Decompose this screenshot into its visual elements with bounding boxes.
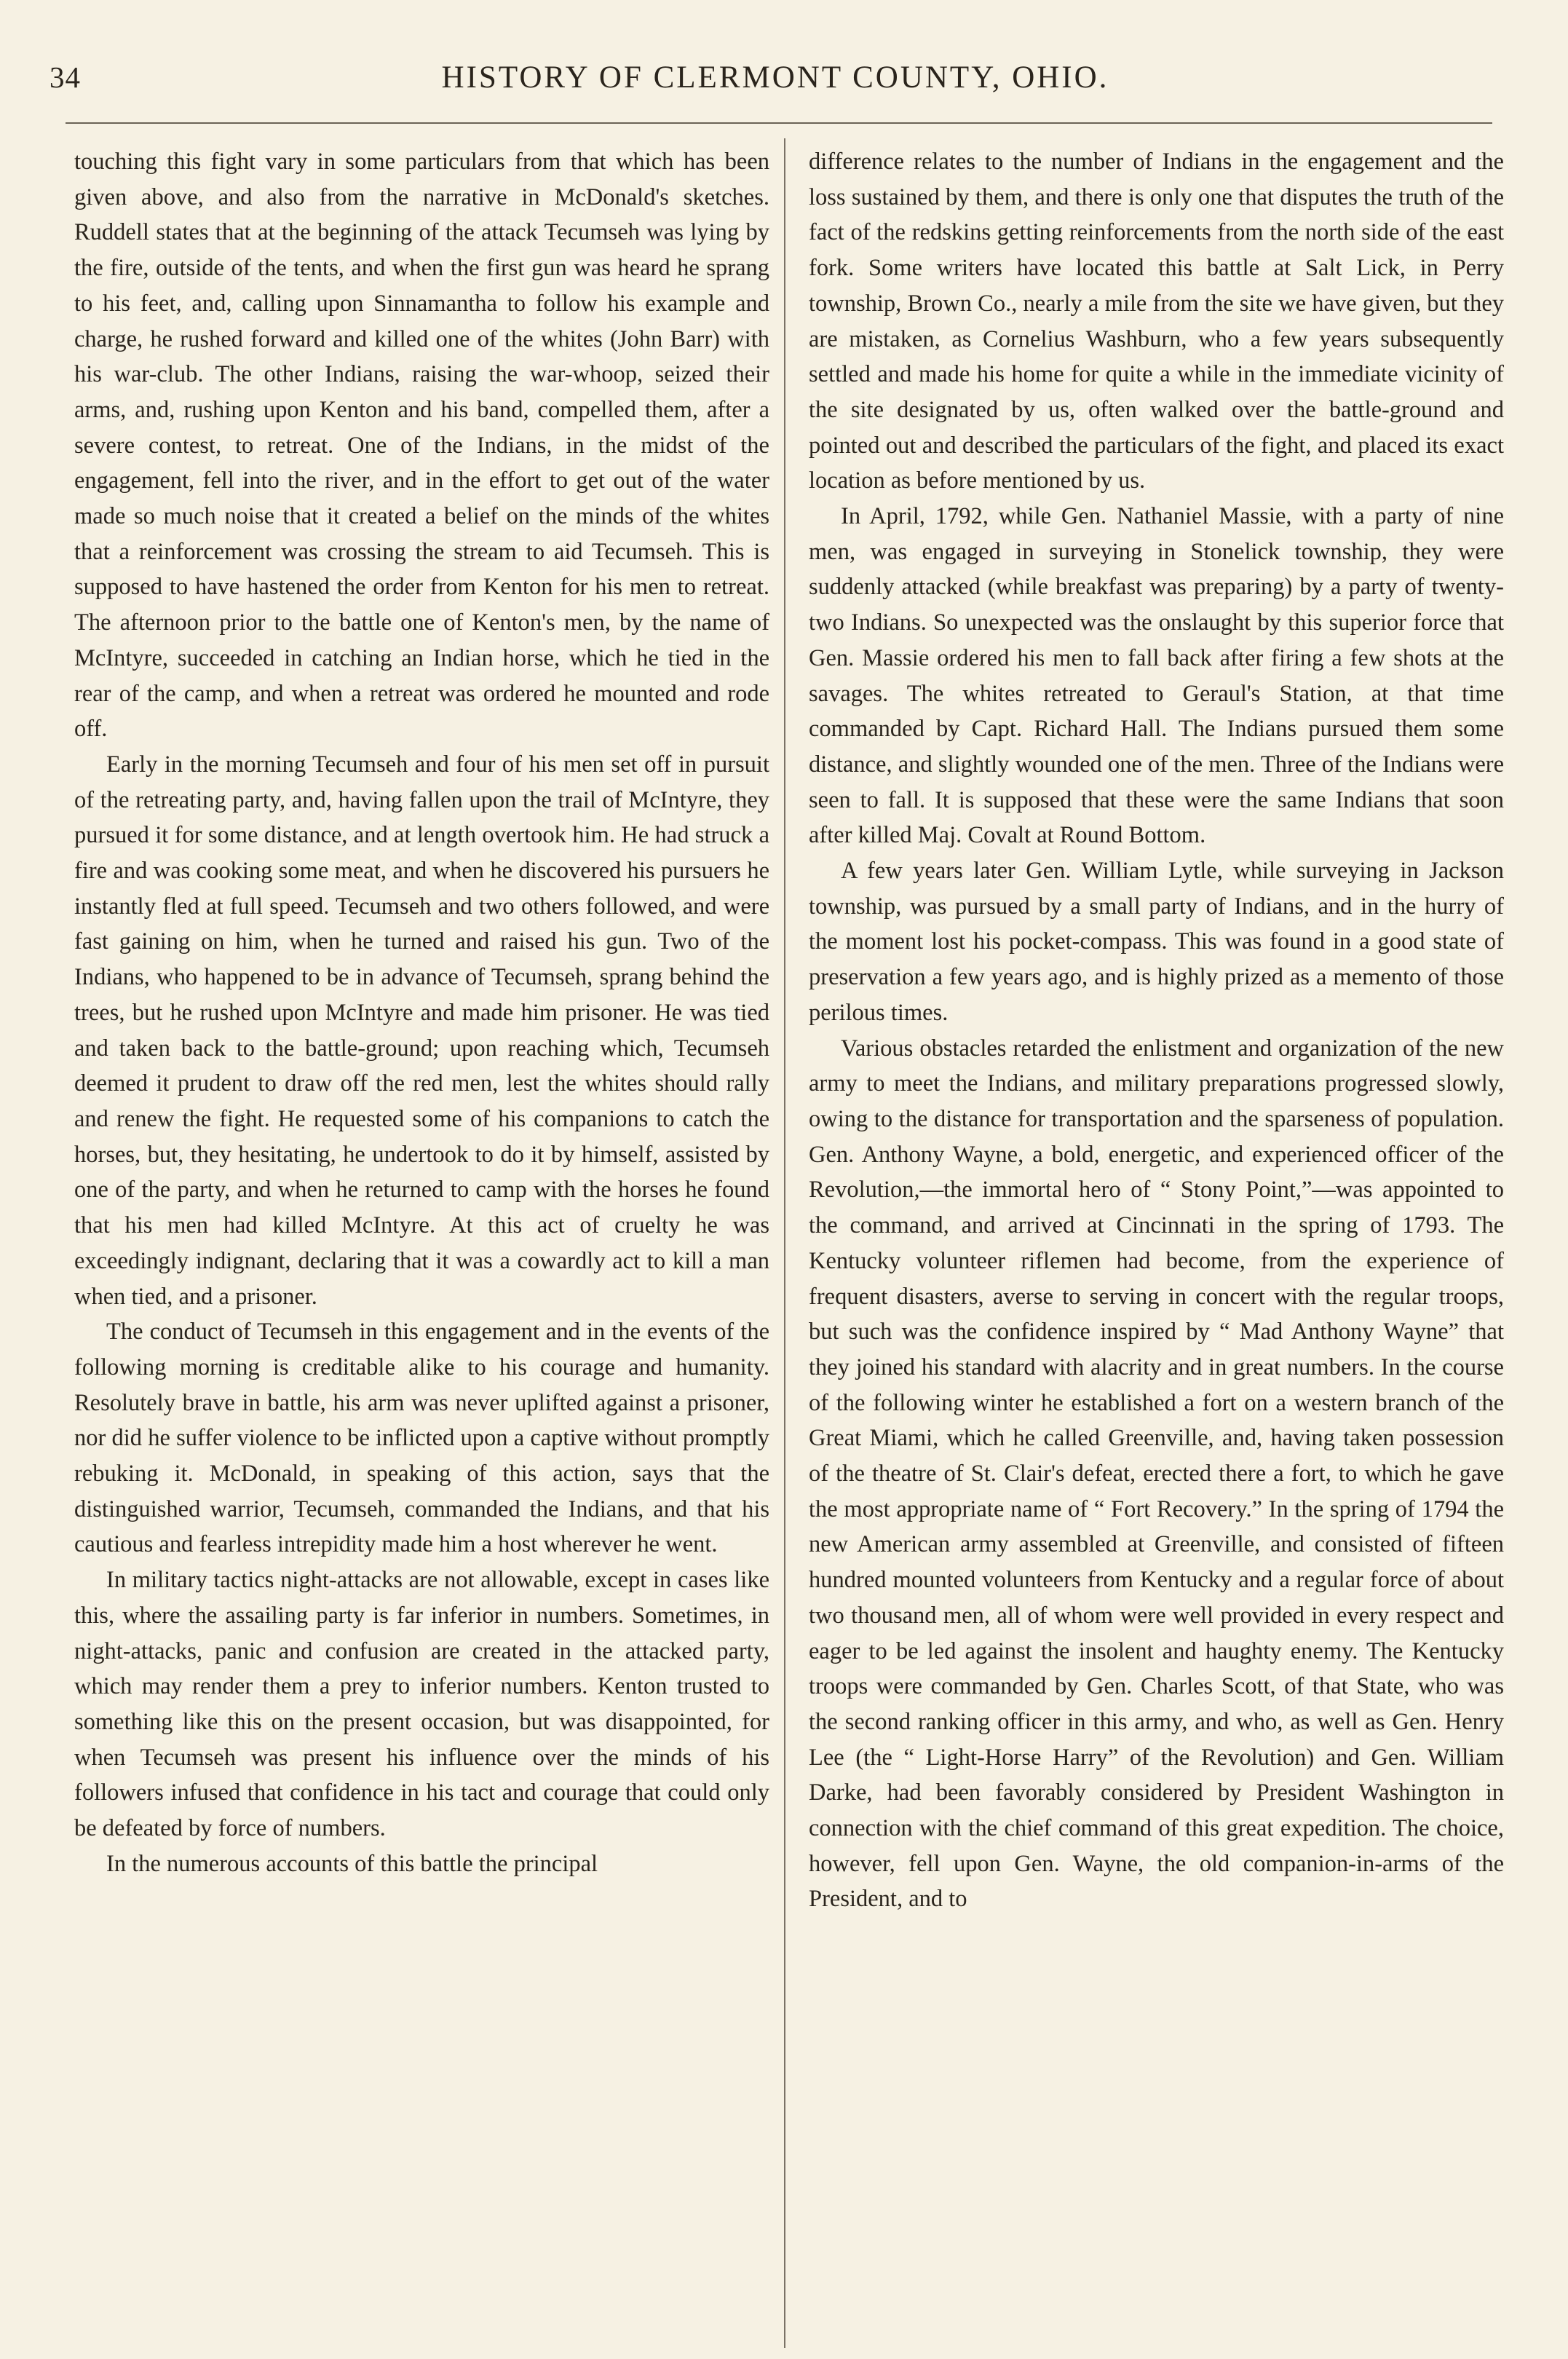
left-column	[74, 144, 769, 2299]
running-title: HISTORY OF CLERMONT COUNTY, OHIO.	[441, 60, 1109, 95]
paragraph: In April, 1792, while Gen. Nathaniel Massie, with a party of nine men, was engaged in surveying in Stonelick township, they were suddenly attacked (while breakfast was preparing) by a party of twenty-two Indians. So unexpected was the onslaught by this superior force that Gen. Massie ordered his men to fall back after firing a few shots at the savages. The whites retreated to Geraul's Station, at that time commanded by Capt. Richard Hall. The Indians pursued them some distance, and slightly wounded one of the men. Three of the Indians were seen to fall. It is supposed that these were the same Indians that soon after killed Maj. Covalt at Round Bottom.	[809, 503, 1504, 849]
paragraph: Various obstacles retarded the enlistment and organization of the new army to meet the Indians, and military preparations progressed slowly, owing to the distance for transportation and the sparseness of population. Gen. Anthony Wayne, a bold, energetic, and experienced officer of the Revolution,—the immortal hero of “ Stony Point,”—was appointed to the command, and arrived at Cincinnati in the spring of 1793. The Kentucky volunteer riflemen had become, from the experience of frequent disasters, averse to serving in concert with the regular troops, but such was the confidence inspired by “ Mad Anthony Wayne” that they joined his standard with alacrity and in great numbers. In the course of the following winter he established a fort on a western branch of the Great Miami, which he called Greenville, and, having taken possession of the theatre of St. Clair's defeat, erected there a fort, to which he gave the most appropriate name of “ Fort Recovery.” In the spring of 1794 the new American army assembled at Greenville, and consisted of fifteen hundred mounted volunteers from Kentucky and a regular force of about two thousand men, all of whom were well provided in every respect and eager to be led against the insolent and haughty enemy. The Kentucky troops were commanded by Gen. Charles Scott, of that State, who was the second ranking officer in this army, and who, as well as Gen. Henry Lee (the “ Light-Horse Harry” of the Revolution) and Gen. William Darke, had been favorably considered by President Washington in connection with the chief command of this great expedition. The choice, however, fell upon Gen. Wayne, the old companion-in-arms of the President, and to	[809, 1035, 1504, 1913]
paragraph: In military tactics night-attacks are not allowable, except in cases like this, where the assailing party is far inferior in numbers. Sometimes, in night-attacks, panic and confusion are created in the attacked party, which may render them a prey to inferior numbers. Kenton trusted to something like this on the present occasion, but was disappointed, for when Tecumseh was present his influence over the minds of his followers infused that confidence in his tact and courage that could only be defeated by force of numbers.	[74, 1567, 769, 1842]
right-column	[809, 144, 1504, 2299]
column-divider	[784, 138, 785, 2348]
page-number: 34	[50, 60, 81, 94]
paragraph: difference relates to the number of Indians in the engagement and the loss sustained by them, and there is only one that disputes the truth of the fact of the redskins getting reinforcements from the north side of the east fork. Some writers have located this battle at Salt Lick, in Perry township, Brown Co., nearly a mile from the site we have given, but they are mistaken, as Cornelius Washburn, who a few years subsequently settled and made his home for quite a while in the immediate vicinity of the site designated by us, often walked over the battle-ground and pointed out and described the particulars of the fight, and placed its exact location as before mentioned by us.	[809, 149, 1504, 494]
paragraph: touching this fight vary in some particulars from that which has been given above, and also from the narrative in McDonald's sketches. Ruddell states that at the beginning of the attack Tecumseh was lying by the fire, outside of the tents, and when the first gun was heard he sprang to his feet, and, calling upon Sinnamantha to follow his example and charge, he rushed forward and killed one of the whites (John Barr) with his war-club. The other Indians, raising the war-whoop, seized their arms, and, rushing upon Kenton and his band, compelled them, after a severe contest, to retreat. One of the Indians, in the midst of the engagement, fell into the river, and in the effort to get out of the water made so much noise that it created a belief on the minds of the whites that a reinforcement was crossing the stream to aid Tecumseh. This is supposed to have hastened the order from Kenton for his men to retreat. The afternoon prior to the battle one of Kenton's men, by the name of McIntyre, succeeded in catching an Indian horse, which he tied in the rear of the camp, and when a retreat was ordered he mounted and rode off.	[74, 149, 769, 743]
paragraph: A few years later Gen. William Lytle, while surveying in Jackson township, was pursued by a small party of Indians, and in the hurry of the moment lost his pocket-compass. This was found in a good state of preservation a few years ago, and is highly prized as a memento of those perilous times.	[809, 858, 1504, 1026]
paragraph: Early in the morning Tecumseh and four of his men set off in pursuit of the retreating party, and, having fallen upon the trail of McIntyre, they pursued it for some distance, and at length overtook him. He had struck a fire and was cooking some meat, and when he discovered his pursuers he instantly fled at full speed. Tecumseh and two others followed, and were fast gaining on him, when he turned and raised his gun. Two of the Indians, who happened to be in advance of Tecumseh, sprang behind the trees, but he rushed upon McIntyre and made him prisoner. He was tied and taken back to the battle-ground; upon reaching which, Tecumseh deemed it prudent to draw off the red men, lest the whites should rally and renew the fight. He requested some of his companions to catch the horses, but, they hesitating, he undertook to do it by himself, assisted by one of the party, and when he returned to camp with the horses he found that his men had killed McIntyre. At this act of cruelty he was exceedingly indignant, declaring that it was a cowardly act to kill a man when tied, and a prisoner.	[74, 751, 769, 1310]
header-rule	[66, 122, 1492, 124]
paragraph: In the numerous accounts of this battle the principal	[106, 1850, 598, 1877]
page-header	[44, 60, 1507, 103]
paragraph: The conduct of Tecumseh in this engagement and in the events of the following morning is creditable alike to his courage and humanity. Resolutely brave in battle, his arm was never uplifted against a prisoner, nor did he suffer violence to be inflicted upon a captive without promptly rebuking it. McDonald, in speaking of this action, says that the distinguished warrior, Tecumseh, commanded the Indians, and that his cautious and fearless intrepidity made him a host wherever he went.	[74, 1319, 769, 1558]
